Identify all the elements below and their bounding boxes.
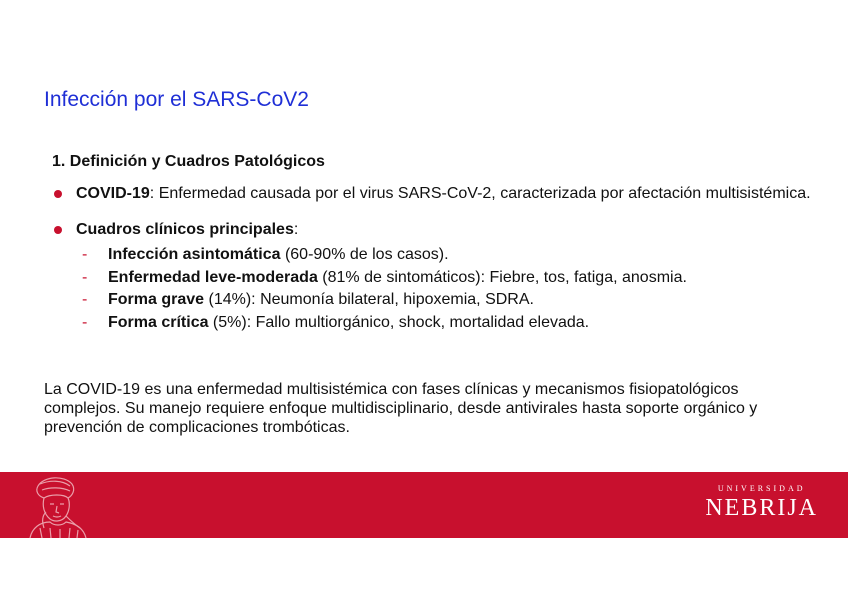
sub-list [76,245,812,332]
portrait-engraving-icon [20,472,90,538]
sub-item-bold: Enfermedad leve-moderada [108,268,318,286]
logo-name-text: NEBRIJA [705,495,818,521]
sub-item-bold: Forma grave [108,291,205,308]
university-logo [705,484,818,521]
logo-small-text: UNIVERSIDAD [717,484,806,493]
dash-icon: - [82,246,88,263]
sub-item [82,268,812,287]
bullet-text: : [293,221,299,238]
sub-item [82,290,812,309]
sub-item [82,313,812,332]
bullet-dot-icon [54,226,62,234]
bullet-item [52,184,812,204]
bullet-item [52,220,812,332]
dash-icon: - [82,268,88,286]
summary-paragraph: La COVID-19 es una enfermedad multisistémica con fases clínicas y mecanismos fisiopatológicos complejos. Su manejo requiere enfoque multidisciplinario, desde antivirales hasta soporte orgánico y prevención de complicaciones trombóticas. [44,381,758,436]
sub-item-text: (14%): Neumonía bilateral, hipoxemia, SDRA. [204,291,534,308]
section-heading: 1. Definición y Cuadros Patológicos [52,153,325,170]
bullet-dot-icon [54,190,62,198]
sub-item-text: (81% de sintomáticos): Fiebre, tos, fatiga, anosmia. [317,268,687,286]
bullet-bold: COVID-19 [76,185,150,202]
footer-band [0,472,848,538]
bullet-text: : Enfermedad causada por el virus SARS-CoV-2, caracterizada por afectación multisistémica. [149,185,811,202]
dash-icon: - [82,313,88,331]
bullet-bold: Cuadros clínicos principales [76,221,294,238]
sub-item-text: (5%): Fallo multiorgánico, shock, mortalidad elevada. [208,313,590,331]
sub-item-text: (60-90% de los casos). [280,246,449,263]
sub-item-bold: Forma crítica [108,313,209,331]
slide-title: Infección por el SARS-CoV2 [44,88,309,111]
sub-item [82,245,812,264]
sub-item-bold: Infección asintomática [108,246,281,263]
bullet-list [52,184,812,335]
dash-icon: - [82,291,88,308]
